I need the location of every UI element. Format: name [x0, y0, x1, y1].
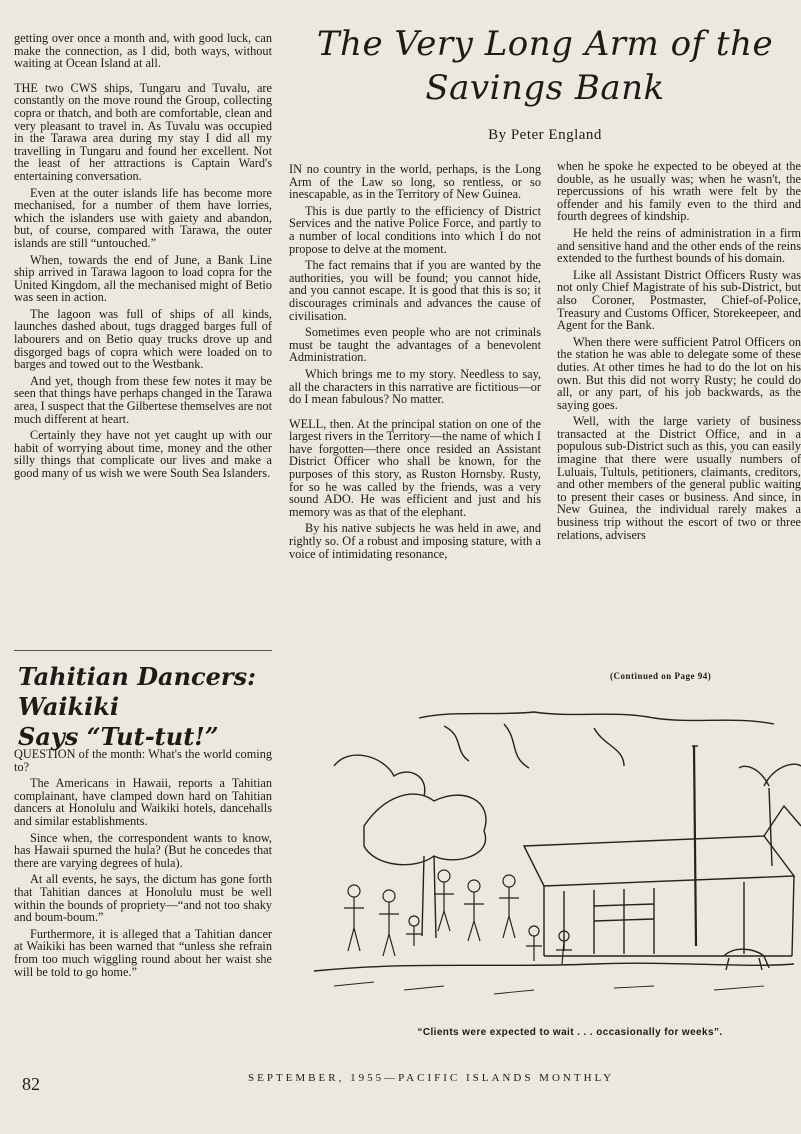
article-title-line: Savings Bank	[425, 68, 665, 108]
body-paragraph: when he spoke he expected to be obeyed at the double, as he usually was; when he wasn't, the repercussions of his wrath were felt by the offender and his family even to the third and fourth degrees of kindship.	[557, 159, 801, 224]
body-paragraph: When there were sufficient Patrol Officers on the station he was able to delegate some of these duties. At other times he had to do the lot on his own. But this did not worry Rusty; he could do all, or any part, of his job backwards, as the saying goes.	[557, 334, 801, 412]
article-title-line: The Very Long Arm of the	[316, 24, 774, 64]
body-paragraph: Which brings me to my story. Needless to say, all the characters in this narrative are fictitious—or do I mean fabulous? No matter.	[289, 366, 541, 407]
body-paragraph: The fact remains that if you are wanted by the authorities, you will be found; you cannot hide, and you cannot escape. It is good that this is so; it discourages criminals and advances the cause of civilisation.	[289, 258, 541, 323]
body-paragraph: At all events, he says, the dictum has gone forth that Tahitian dances at Honolulu must be well within the bounds of propriety—“and not too shaky and boum-boum.”	[14, 872, 272, 925]
body-paragraph: This is due partly to the efficiency of District Services and the native Police Force, and partly to a number of local conditions into which I do not propose to delve at the moment.	[289, 203, 541, 256]
body-paragraph: When, towards the end of June, a Bank Line ship arrived in Tarawa lagoon to load copra for the United Kingdom, all the mechanised might of Betio was seen in action.	[14, 252, 272, 305]
body-paragraph: The lagoon was full of ships of all kinds, launches dashed about, tugs dragged barges full of labourers and on Betio quay trucks drove up and disgorged bags of copra which were loaded on to barges and towed out to the Westbank.	[14, 306, 272, 372]
tahitian-title-line: Tahitian Dancers:	[18, 662, 256, 691]
body-paragraph: Like all Assistant District Officers Rusty was not only Chief Magistrate of his sub-District, but also Coroner, Postmaster, Chief-of-Police, Treasury and Customs Officer, Storekeepeer, and Agent for the Bank.	[557, 267, 801, 333]
body-paragraph: QUESTION of the month: What's the world coming to?	[14, 747, 272, 774]
tahitian-story	[14, 748, 272, 982]
continued-note: (Continued on Page 94)	[610, 671, 712, 681]
publication-line: SEPTEMBER, 1955—PACIFIC ISLANDS MONTHLY	[248, 1072, 615, 1084]
body-paragraph: THE two CWS ships, Tungaru and Tuvalu, are constantly on the move round the Group, collecting copra or thatch, and both are comfortable, clean and very pleasant to travel in. As Tuvalu was occupied in the Tarawa area during my stay I did all my travelling in Tungaru and found her excellent. Not the least of her attractions is Captain Ward's entertaining conversation.	[14, 80, 272, 183]
left-column	[14, 32, 272, 484]
byline: By Peter England	[488, 127, 602, 143]
page-number: 82	[22, 1074, 40, 1094]
tahitian-title-line: Says “Tut-tut!”	[18, 722, 219, 751]
tahitian-title-line: Waikiki	[18, 692, 120, 721]
body-paragraph: Furthermore, it is alleged that a Tahitian dancer at Waikiki has been warned that “unless she refrain from too much wiggling round about her waist she will be told to go home.”	[14, 926, 272, 979]
section-divider	[14, 650, 272, 651]
district-office-illustration	[294, 706, 801, 1024]
illustration-caption: “Clients were expected to wait . . . occasionally for weeks”.	[417, 1027, 723, 1038]
body-paragraph: Since when, the correspondent wants to know, has Hawaii spurned the hula? (But he concedes that there are varying degrees of hula).	[14, 830, 272, 870]
tahitian-headline	[18, 662, 268, 752]
article-right-column	[557, 160, 801, 545]
body-paragraph: Certainly they have not yet caught up with our habit of worrying about time, money and the other silly things that complicate our lives and make a good many of us wish we were South Sea Islanders.	[14, 428, 272, 480]
body-paragraph: Sometimes even people who are not criminals must be taught the advantages of a benevolent Administration.	[289, 325, 541, 365]
body-paragraph: getting over once a month and, with good luck, can make the connection, as I did, both ways, without waiting at Ocean Island at all.	[14, 31, 272, 71]
body-paragraph: By his native subjects he was held in awe, and rightly so. Of a robust and imposing stature, with a voice of intimidating resonance,	[289, 521, 541, 561]
body-paragraph: And yet, though from these few notes it may be seen that things have perhaps changed in the Tarawa area, I suspect that the Gilbertese themselves are not much different at heart.	[14, 373, 272, 426]
body-paragraph: IN no country in the world, perhaps, is the Long Arm of the Law so long, so rentless, or so inescapable, as in the Territory of New Guinea.	[289, 162, 541, 202]
body-paragraph: He held the reins of administration in a firm and sensitive hand and the other ends of the reins extended to the furthest bounds of his domain.	[557, 225, 801, 266]
article-middle-column	[289, 163, 541, 564]
body-paragraph: The Americans in Hawaii, reports a Tahitian complainant, have clamped down hard on Tahitian dancers at Honolulu and Waikiki hotels, dancehalls and similar establishments.	[14, 776, 272, 828]
article-headline	[300, 22, 790, 110]
body-paragraph: Well, with the large variety of business transacted at the District Office, and in a populous sub-District such as this, you can easily imagine that there were usually numbers of Luluais, Tultuls, petitioners, claimants, creditors, and other members of the general public waiting to present their cases or business. And since, in New Guinea, the individual rarely makes a business trip without the escort of two or three relations, advisers	[557, 414, 801, 542]
body-paragraph: WELL, then. At the principal station on one of the largest rivers in the Territory—the name of which I have forgotten—there once resided an Assistant District Officer who shall be known, for the purposes of this story, as Ruston Hornsby. Rusty, for so he was called by the friends, was a very sound ADO. He was efficient and just and his memory was as that of the elephant.	[289, 416, 541, 519]
body-paragraph: Even at the outer islands life has become more mechanised, for a number of them have lorries, which the islanders use with gaiety and abandon, but, of course, compared with Tarawa, the outer islands are still “untouched.”	[14, 185, 272, 250]
page-footer	[18, 1066, 801, 1094]
